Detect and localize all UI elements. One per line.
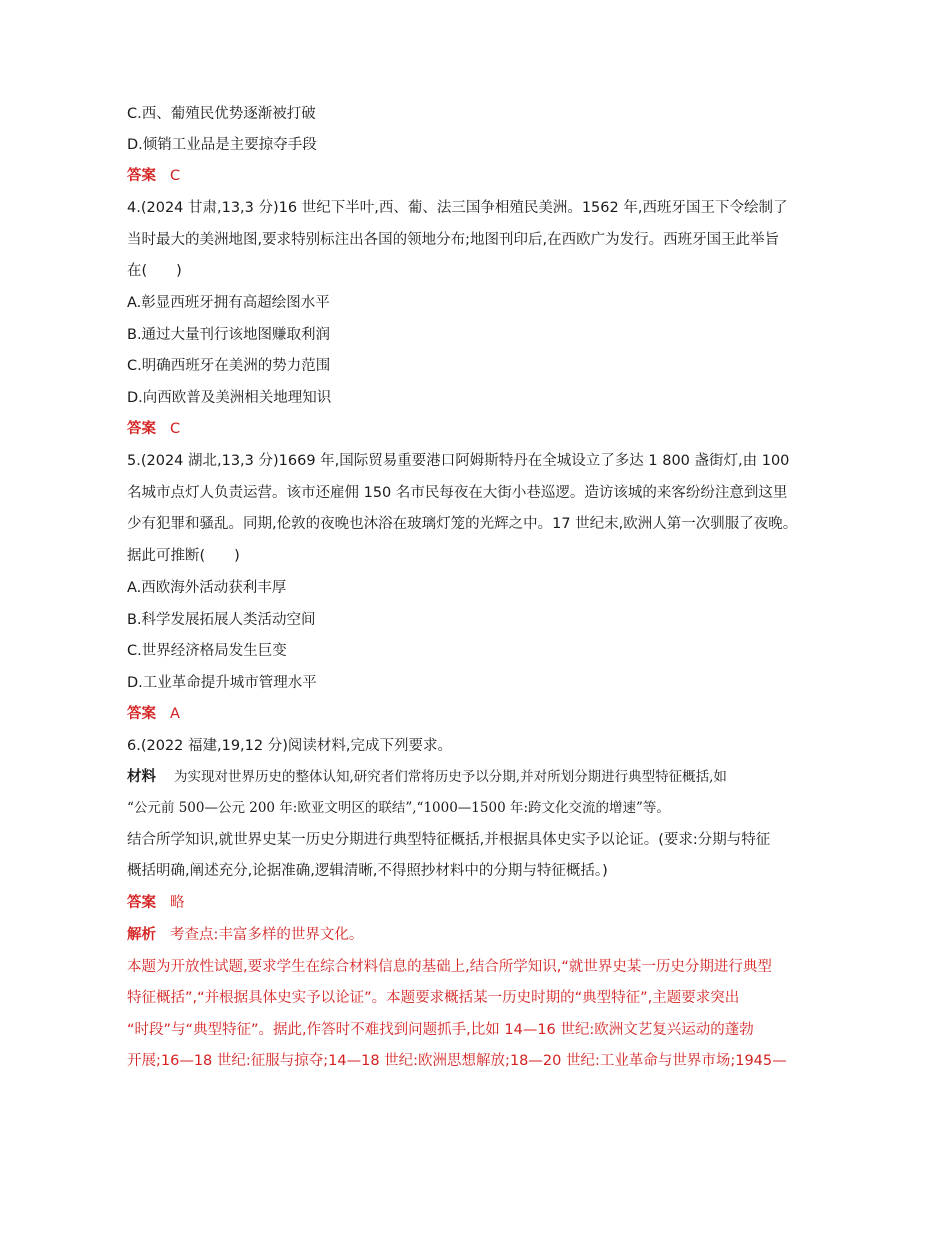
- answer-label: 答案: [127, 168, 156, 184]
- material-text: 为实现对世界历史的整体认知,研究者们常将历史予以分期,并对所划分期进行典型特征概括,如: [174, 769, 727, 785]
- answer-value: A: [170, 706, 180, 722]
- q6-stem-line1: 6.(2022 福建,19,12 分)阅读材料,完成下列要求。: [127, 738, 452, 754]
- q6-answer: [127, 893, 847, 913]
- q6-analysis-header: [127, 925, 847, 945]
- q4-option-b: B.通过大量刊行该地图赚取利润: [127, 327, 331, 343]
- q6-analysis-line2: 特征概括”,“并根据具体史实予以论证”。本题要求概括某一历史时期的“典型特征”,主题要求突出: [127, 990, 740, 1006]
- answer-label: 答案: [127, 421, 156, 437]
- answer-value: C: [170, 421, 181, 437]
- q5-stem-line2: 名城市点灯人负责运营。该市还雇佣 150 名市民每夜在大街小巷巡逻。造访该城的来客纷纷注意到这里: [127, 485, 788, 501]
- answer-value: 略: [170, 895, 185, 911]
- answer-value: C: [170, 168, 181, 184]
- analysis-point: 考查点:丰富多样的世界文化。: [170, 927, 364, 943]
- answer-label: 答案: [127, 895, 156, 911]
- q4-option-c: C.明确西班牙在美洲的势力范围: [127, 358, 331, 374]
- q6-material-line2: “公元前 500—公元 200 年:欧亚文明区的联结”,“1000—1500 年:跨文化交流的增速”等。: [127, 800, 670, 816]
- q6-requirement-line2: 概括明确,阐述充分,论据准确,逻辑清晰,不得照抄材料中的分期与特征概括。): [127, 863, 608, 879]
- q4-stem-line1: 4.(2024 甘肃,13,3 分)16 世纪下半叶,西、葡、法三国争相殖民美洲。1562 年,西班牙国王下令绘制了: [127, 200, 788, 216]
- material-label: 材料: [127, 769, 156, 785]
- q5-option-a: A.西欧海外活动获利丰厚: [127, 580, 287, 596]
- q5-stem-line3: 少有犯罪和骚乱。同期,伦敦的夜晚也沐浴在玻璃灯笼的光辉之中。17 世纪末,欧洲人第一次驯服了夜晚。: [127, 516, 798, 532]
- q4-option-d: D.向西欧普及美洲相关地理知识: [127, 390, 332, 406]
- q6-analysis-line3: “时段”与“典型特征”。据此,作答时不难找到问题抓手,比如 14—16 世纪:欧洲文艺复兴运动的蓬勃: [127, 1022, 754, 1038]
- q6-material-line1: [127, 767, 847, 787]
- q6-analysis-line4: 开展;16—18 世纪:征服与掠夺;14—18 世纪:欧洲思想解放;18—20 世纪:工业革命与世界市场;1945—: [127, 1053, 787, 1069]
- q3-answer: [127, 166, 847, 186]
- q5-stem-line4: 据此可推断( ): [127, 548, 240, 564]
- q5-stem-line1: 5.(2024 湖北,13,3 分)1669 年,国际贸易重要港口阿姆斯特丹在全城设立了多达 1 800 盏街灯,由 100: [127, 453, 790, 469]
- q4-answer: [127, 419, 847, 439]
- q3-option-d: D.倾销工业品是主要掠夺手段: [127, 137, 317, 153]
- q6-requirement-line1: 结合所学知识,就世界史某一历史分期进行典型特征概括,并根据具体史实予以论证。(要求:分期与特征: [127, 832, 771, 848]
- q5-option-d: D.工业革命提升城市管理水平: [127, 675, 317, 691]
- answer-label: 答案: [127, 706, 156, 722]
- q4-option-a: A.彰显西班牙拥有高超绘图水平: [127, 295, 330, 311]
- q4-stem-line2: 当时最大的美洲地图,要求特别标注出各国的领地分布;地图刊印后,在西欧广为发行。西班牙国王此举旨: [127, 232, 780, 248]
- q5-answer: [127, 704, 847, 724]
- q5-option-c: C.世界经济格局发生巨变: [127, 643, 287, 659]
- q6-analysis-line1: 本题为开放性试题,要求学生在综合材料信息的基础上,结合所学知识,“就世界史某一历史分期进行典型: [127, 959, 772, 975]
- analysis-label: 解析: [127, 927, 156, 943]
- q3-option-c: C.西、葡殖民优势逐渐被打破: [127, 106, 316, 122]
- q5-option-b: B.科学发展拓展人类活动空间: [127, 612, 316, 628]
- q4-stem-line3: 在( ): [127, 263, 182, 279]
